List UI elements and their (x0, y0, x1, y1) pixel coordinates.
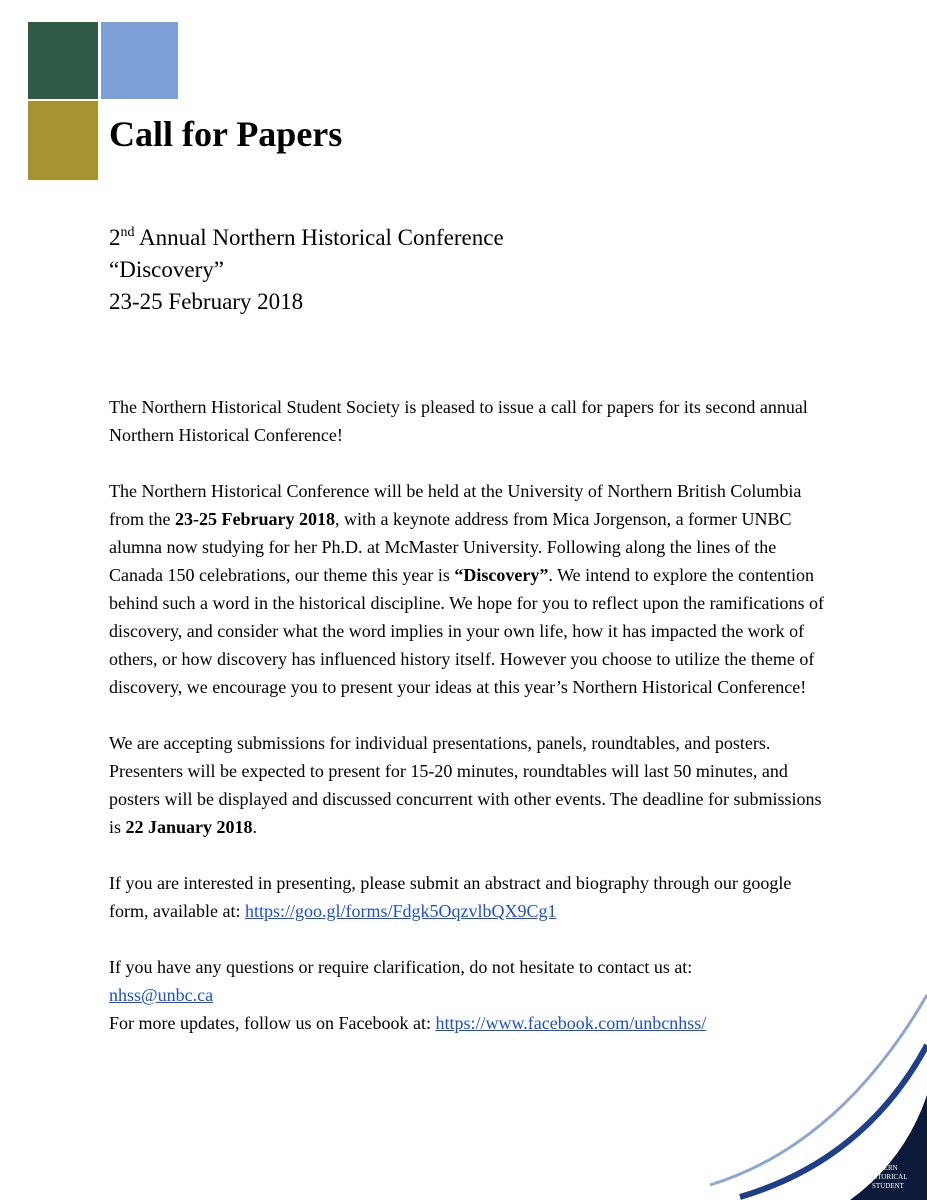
details-text-3: . We intend to explore the contention behind such a word in the historical discipline. We hope for you to reflect upon the ramifications of discovery, and consider what the word implies in your own life, how it has impacted the work of others, or how discovery has influenced history itself. However you choose to utilize the theme of discovery, we encourage you to present your ideas at this year’s Northern Historical Conference! (109, 565, 825, 697)
theme-bold: “Discovery” (454, 565, 549, 585)
conference-name (109, 222, 504, 254)
logo-square-green (28, 22, 98, 99)
logo-text-3: STUDENT (872, 1182, 904, 1190)
logo-square-blue (101, 22, 178, 99)
conference-info (109, 222, 504, 318)
email-link[interactable]: nhss@unbc.ca (109, 985, 214, 1005)
contact-text: If you have any questions or require clarification, do not hesitate to contact us at: (109, 957, 693, 977)
conference-ordinal: 2 (109, 225, 121, 250)
conference-ordinal-suffix: nd (120, 225, 135, 240)
submissions-paragraph (109, 729, 829, 841)
conference-name-text: Annual Northern Historical Conference (134, 225, 504, 250)
nhss-logo-swoosh (700, 975, 927, 1200)
intro-paragraph: The Northern Historical Student Society is pleased to issue a call for papers for its second annual Northern Historical Conference! (109, 397, 808, 445)
submissions-text-end: . (252, 817, 258, 837)
details-text-1: The Northern Historical Conference will be held at the University of Northern British Columbia from the (109, 481, 802, 529)
google-form-link[interactable]: https://goo.gl/forms/Fdgk5OqzvlbQX9Cg1 (244, 901, 557, 921)
conference-dates-bold: 23-25 February 2018 (174, 509, 335, 529)
facebook-link[interactable]: https://www.facebook.com/unbcnhss/ (435, 1013, 707, 1033)
form-text: If you are interested in presenting, please submit an abstract and biography through our google form, available at: (109, 873, 792, 921)
page-title: Call for Papers (109, 114, 343, 154)
details-paragraph (109, 477, 829, 701)
conference-theme: “Discovery” (109, 257, 224, 282)
details-text-2: , with a keynote address from Mica Jorgenson, a former UNBC alumna now studying for her Ph.D. at McMaster University. Following along the lines of the Canada 150 celebrations, our theme this year is (109, 509, 792, 585)
conference-dates: 23-25 February 2018 (109, 289, 304, 314)
facebook-text: For more updates, follow us on Facebook at: (109, 1013, 436, 1033)
submissions-text: We are accepting submissions for individual presentations, panels, roundtables, and posters. Presenters will be expected to present for 15-20 minutes, roundtables will last 50 minutes, and posters will be displayed and discussed concurrent with other events. The deadline for submissions is (109, 733, 822, 837)
logo-text: NORTHERN (860, 1164, 898, 1172)
form-paragraph (109, 869, 829, 925)
deadline-bold: 22 January 2018 (125, 817, 253, 837)
logo-square-gold (28, 101, 98, 180)
logo-text-2: HISTORICAL (866, 1173, 908, 1181)
body-text (109, 393, 829, 1037)
